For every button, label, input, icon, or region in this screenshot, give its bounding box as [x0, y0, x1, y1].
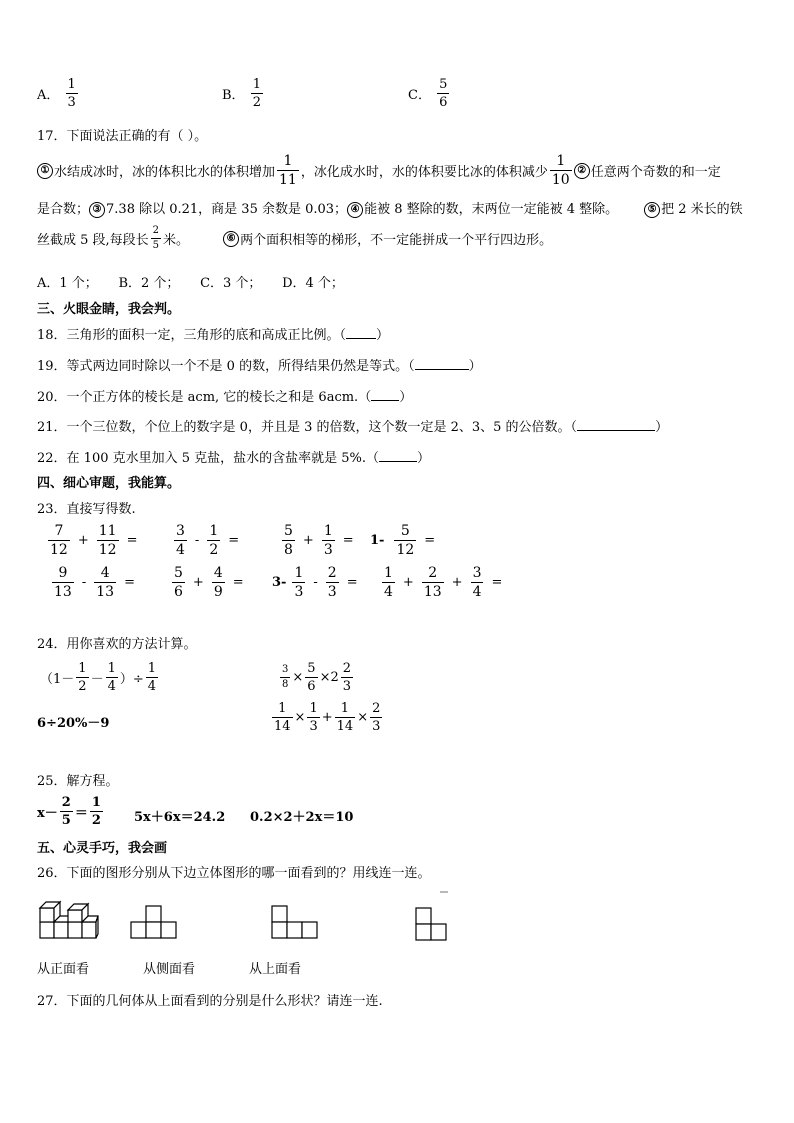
circled-number: ②: [574, 163, 590, 179]
q23-stem: 23．直接写得数.: [37, 502, 136, 517]
q17-stem: 17．下面说法正确的有（ ）。: [37, 129, 208, 144]
fraction: $\frac{5}{6}$: [439, 77, 448, 110]
q23-expr-3: $\frac{5}{8}$ + $\frac{1}{3}$ =: [284, 523, 354, 558]
q16-option-a: A． $\frac{1}{3}$: [37, 77, 76, 110]
fraction: $\frac{2}{3}$: [372, 701, 381, 734]
fraction: $\frac{1}{11}$: [279, 153, 297, 188]
fraction: $\frac{2}{5}$: [152, 225, 160, 251]
q23-expr-6: $\frac{5}{6}$ + $\frac{4}{9}$ =: [174, 565, 244, 600]
fraction: $\frac{2}{3}$: [327, 565, 337, 600]
cube-solid-figure: [38, 898, 100, 942]
q24-expr-2: $\frac{3}{8}$ × $\frac{5}{6}$ ×2 $\frac{2}{3}$: [282, 661, 352, 694]
fraction: $\frac{11}{12}$: [98, 523, 117, 558]
q23-expr-7: 3- $\frac{1}{3}$ - $\frac{2}{3}$ =: [272, 565, 358, 600]
q25-equation-2: 5x＋6x＝24.2: [134, 810, 226, 825]
fraction: $\frac{1}{2}$: [78, 661, 87, 694]
fraction: $\frac{1}{4}$: [107, 661, 116, 694]
q25-equation-3: 0.2×2＋2x＝10: [250, 810, 354, 825]
circled-number: ④: [347, 202, 363, 218]
fraction: $\frac{5}{6}$: [174, 565, 183, 600]
q24-expr-1: （1－ $\frac{1}{2}$ － $\frac{1}{4}$ ）÷ $\frac{1}{4}$: [40, 661, 157, 694]
fraction: $\frac{1}{14}$: [274, 701, 291, 734]
fraction: $\frac{4}{13}$: [96, 565, 115, 600]
fraction: $\frac{1}{3}$: [294, 565, 304, 600]
circled-number: ①: [37, 163, 53, 179]
q17-options: A．1 个； B．2 个； C．3 个； D．4 个；: [37, 276, 344, 291]
fraction: $\frac{9}{13}$: [54, 565, 72, 600]
fraction: $\frac{1}{14}$: [336, 701, 354, 734]
fraction: $\frac{1}{4}$: [384, 565, 393, 600]
fraction: $\frac{3}{4}$: [472, 565, 482, 600]
q24-expr-3: 6÷20%－9: [37, 716, 110, 731]
q23-expr-8: $\frac{1}{4}$ + $\frac{2}{13}$ + $\frac{3}{4}$ =: [384, 565, 503, 600]
fraction: $\frac{1}{3}$: [323, 523, 333, 558]
view-shape-3: [412, 890, 452, 942]
section-4-heading: 四、细心审题，我能算。: [37, 476, 181, 491]
view-shape-1: [130, 905, 178, 939]
fraction: $\frac{1}{2}$: [91, 795, 101, 828]
q17-line-2: 是合数； ③ 7.38 除以 0.21，商是 35 余数是 0.03； ④ 能被 8 整除的数，末两位一定能被 4 整除。 ⑤ 把 2 米长的铁: [37, 202, 743, 217]
fraction: $\frac{2}{3}$: [342, 661, 352, 694]
fraction: $\frac{1}{4}$: [147, 661, 157, 694]
section-3-heading: 三、火眼金睛，我会判。: [37, 302, 181, 317]
q16-option-b: B． $\frac{1}{2}$: [222, 77, 261, 110]
q21: 21．一个三位数，个位上的数字是 0，并且是 3 的倍数，这个数一定是 2、3、5 的公倍数。（ ）: [37, 420, 669, 435]
circled-number: ⑤: [644, 202, 660, 218]
q25-equation-1: x－ $\frac{2}{5}$ ＝ $\frac{1}{2}$: [37, 795, 101, 828]
section-5-heading: 五、心灵手巧，我会画: [37, 841, 168, 856]
q18: 18．三角形的面积一定，三角形的底和高成正比例。（ ）: [37, 328, 390, 343]
q23-expr-5: $\frac{9}{13}$ - $\frac{4}{13}$ =: [54, 565, 135, 600]
fraction: $\frac{3}{8}$: [282, 664, 289, 690]
fraction: $\frac{3}{4}$: [176, 523, 185, 558]
circled-number: ③: [89, 202, 105, 218]
q20: 20．一个正方体的棱长是 acm, 它的棱长之和是 6acm.（ ）: [37, 390, 413, 405]
q16-option-c: C． $\frac{5}{6}$: [408, 77, 448, 110]
fraction: $\frac{7}{12}$: [50, 523, 68, 558]
fraction: $\frac{1}{10}$: [551, 153, 570, 188]
q26-label-top: 从上面看: [249, 962, 302, 977]
view-shape-2: [271, 905, 319, 939]
q22: 22．在 100 克水里加入 5 克盐，盐水的含盐率就是 5%.（ ）: [37, 451, 431, 466]
fraction: $\frac{1}{2}$: [252, 77, 261, 110]
q27-stem: 27．下面的几何体从上面看到的分别是什么形状？请连一连.: [37, 994, 383, 1009]
q23-expr-1: $\frac{7}{12}$ + $\frac{11}{12}$ =: [50, 523, 138, 558]
fraction: $\frac{1}{3}$: [309, 701, 318, 734]
q26-label-side: 从侧面看: [143, 962, 196, 977]
q25-stem: 25．解方程。: [37, 774, 119, 789]
circled-number: ⑥: [223, 231, 239, 247]
fraction: $\frac{1}{2}$: [209, 523, 219, 558]
fraction: $\frac{2}{5}$: [61, 795, 71, 828]
fraction: $\frac{5}{6}$: [307, 661, 316, 694]
q26-stem: 26．下面的图形分别从下边立体图形的哪一面看到的？用线连一连。: [37, 866, 431, 881]
q19: 19．等式两边同时除以一个不是 0 的数，所得结果仍然是等式。（ ）: [37, 359, 482, 374]
fraction: $\frac{5}{12}$: [396, 523, 415, 558]
q24-expr-4: $\frac{1}{14}$ × $\frac{1}{3}$ + $\frac{1}{14}$ × $\frac{2}{3}$: [274, 701, 381, 734]
fraction: $\frac{5}{8}$: [284, 523, 293, 558]
fraction: $\frac{4}{9}$: [213, 565, 223, 600]
q24-stem: 24．用你喜欢的方法计算。: [37, 637, 197, 652]
q17-line-3: 丝截成 5 段,每段长 $\frac{2}{5}$ 米。 ⑥ 两个面积相等的梯形，不一定能拼成一个平行四边形。: [37, 225, 553, 251]
fraction: $\frac{2}{13}$: [423, 565, 442, 600]
q23-expr-2: $\frac{3}{4}$ - $\frac{1}{2}$ =: [176, 523, 240, 558]
q23-expr-4: 1- $\frac{5}{12}$ =: [370, 523, 436, 558]
q26-label-front: 从正面看: [37, 962, 90, 977]
fraction: $\frac{1}{3}$: [67, 77, 76, 110]
q17-line-1: ① 水结成冰时，冰的体积比水的体积增加 $\frac{1}{11}$ ，冰化成水时，水的体积要比冰的体积减少 $\frac{1}{10}$ ② 任意两个奇数的和一定: [37, 154, 721, 187]
